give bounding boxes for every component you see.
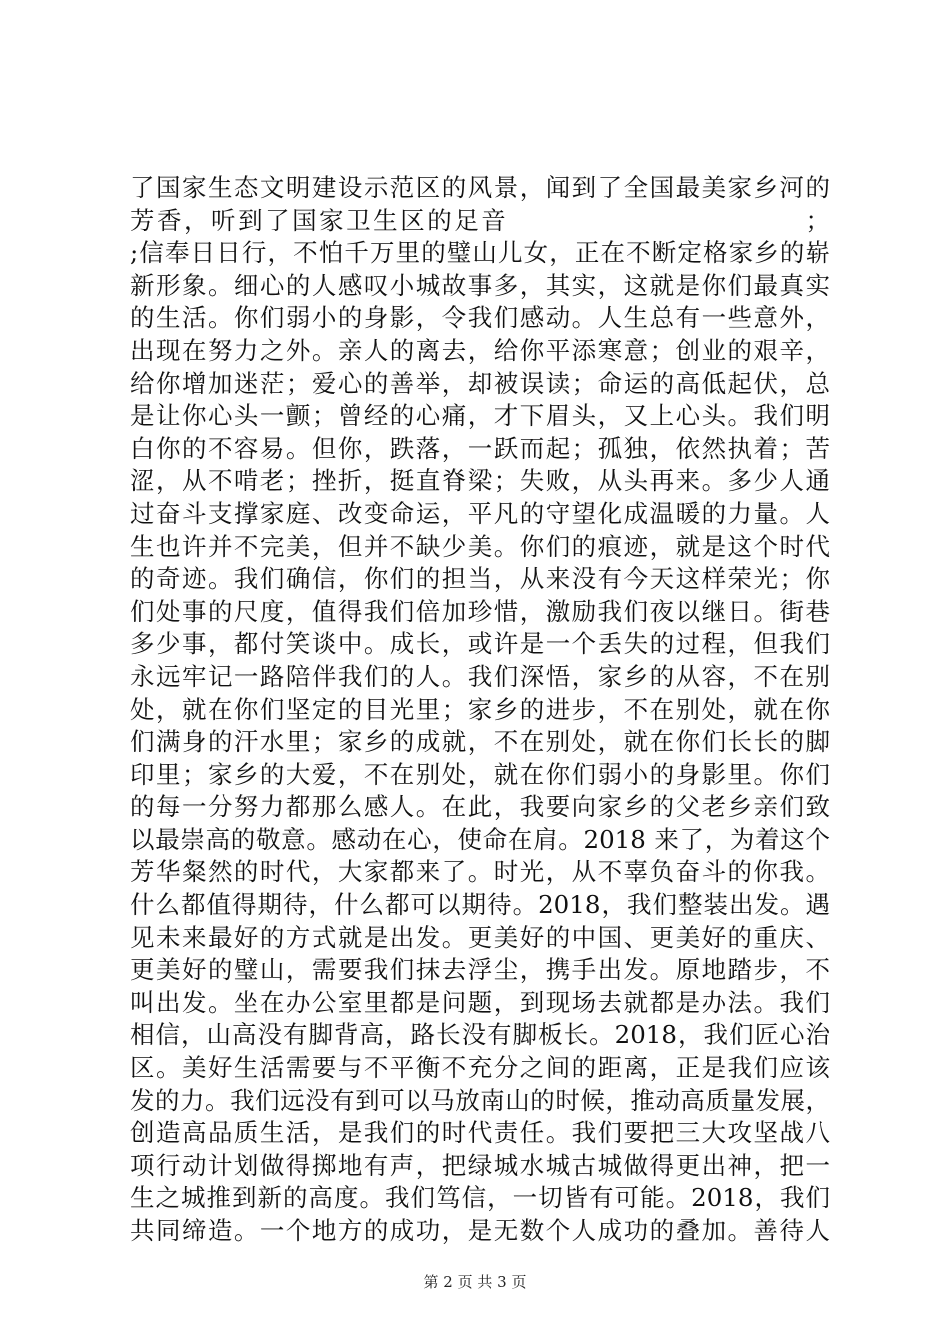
text-line: 项行动计划做得掷地有声，把绿城水城古城做得更出神，把一 (130, 1150, 830, 1180)
text-line: 新形象。细心的人感叹小城故事多，其实，这就是你们最真实 (130, 270, 830, 300)
text-line: ;信奉日日行，不怕千万里的璧山儿女，正在不断定格家乡的崭 (130, 238, 830, 268)
text-line: 的奇迹。我们确信，你们的担当，从来没有今天这样荣光；你 (130, 564, 830, 594)
text-line: 芳香，听到了国家卫生区的足音 ； (130, 205, 830, 235)
text-line: 创造高品质生活，是我们的时代责任。我们要把三大攻坚战八 (130, 1118, 830, 1148)
text-line: 处，就在你们坚定的目光里；家乡的进步，不在别处，就在你 (130, 694, 830, 724)
text-line: 见未来最好的方式就是出发。更美好的中国、更美好的重庆、 (130, 922, 830, 952)
text-line: 生之城推到新的高度。我们笃信，一切皆有可能。2018，我们 (130, 1183, 830, 1213)
text-line: 白你的不容易。但你，跌落，一跃而起；孤独，依然执着；苦 (130, 433, 830, 463)
text-line: 印里；家乡的大爱，不在别处，就在你们弱小的身影里。你们 (130, 759, 830, 789)
text-line: 的每一分努力都那么感人。在此，我要向家乡的父老乡亲们致 (130, 792, 830, 822)
body-text (130, 172, 830, 1248)
text-line: 区。美好生活需要与不平衡不充分之间的距离，正是我们应该 (130, 1053, 830, 1083)
text-line: 涩，从不啃老；挫折，挺直脊梁；失败，从头再来。多少人通 (130, 466, 830, 496)
text-line: 们满身的汗水里；家乡的成就，不在别处，就在你们长长的脚 (130, 727, 830, 757)
text-line: 以最崇高的敬意。感动在心，使命在肩。2018 来了，为着这个 (130, 824, 830, 854)
text-line: 给你增加迷茫；爱心的善举，却被误读；命运的高低起伏，总 (130, 368, 830, 398)
text-line: 发的力。我们远没有到可以马放南山的时候，推动高质量发展， (130, 1085, 830, 1115)
text-line: 相信，山高没有脚背高，路长没有脚板长。2018，我们匠心治 (130, 1020, 830, 1050)
text-line: 芳华粲然的时代，大家都来了。时光，从不辜负奋斗的你我。 (130, 857, 830, 887)
text-line: 多少事，都付笑谈中。成长，或许是一个丢失的过程，但我们 (130, 629, 830, 659)
text-line: 了国家生态文明建设示范区的风景，闻到了全国最美家乡河的 (130, 173, 830, 202)
text-line: 生也许并不完美，但并不缺少美。你们的痕迹，就是这个时代 (130, 531, 830, 561)
text-line: 共同缔造。一个地方的成功，是无数个人成功的叠加。善待人 (130, 1216, 830, 1245)
text-line: 永远牢记一路陪伴我们的人。我们深悟，家乡的从容，不在别 (130, 661, 830, 691)
text-line: 过奋斗支撑家庭、改变命运，平凡的守望化成温暖的力量。人 (130, 498, 830, 528)
text-line: 叫出发。坐在办公室里都是问题，到现场去就都是办法。我们 (130, 987, 830, 1017)
page-footer: 第 2 页 共 3 页 (423, 1273, 527, 1291)
text-line: 出现在努力之外。亲人的离去，给你平添寒意；创业的艰辛， (130, 335, 830, 365)
text-line: 们处事的尺度，值得我们倍加珍惜，激励我们夜以继日。街巷 (130, 596, 830, 626)
text-line: 更美好的璧山，需要我们抹去浮尘，携手出发。原地踏步，不 (130, 955, 830, 985)
text-line: 的生活。你们弱小的身影，令我们感动。人生总有一些意外， (130, 303, 830, 333)
text-line: 是让你心头一颤；曾经的心痛，才下眉头，又上心头。我们明 (130, 401, 830, 431)
text-line: 什么都值得期待，什么都可以期待。2018，我们整装出发。遇 (130, 890, 830, 920)
